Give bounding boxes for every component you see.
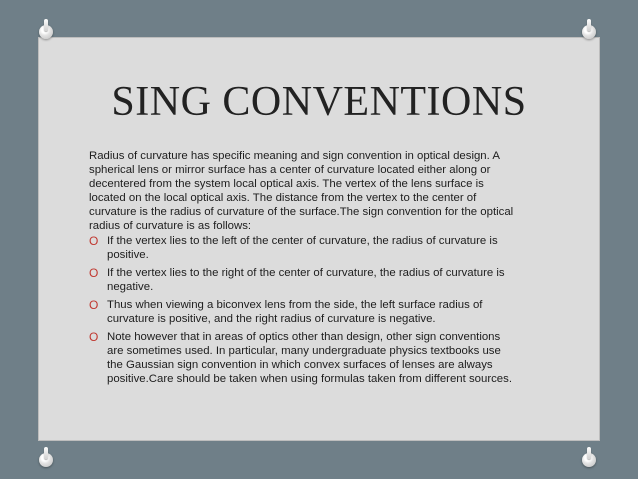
bullet-text: If the vertex lies to the right of the center of curvature, the radius of curvature is negative. bbox=[107, 267, 505, 294]
bullet-text: Thus when viewing a biconvex lens from the side, the left surface radius of curvature is positive, and the right radius of curvature is negative. bbox=[107, 299, 483, 325]
list-item bbox=[89, 267, 519, 295]
pushpin-icon bbox=[582, 19, 596, 41]
slide-title: SING CONVENTIONS bbox=[111, 79, 527, 125]
pushpin-icon bbox=[582, 447, 596, 469]
bullet-marker-icon: O bbox=[89, 329, 99, 344]
pushpin-icon bbox=[39, 19, 53, 41]
bullet-text: If the vertex lies to the left of the center of curvature, the radius of curvature is positive. bbox=[107, 235, 498, 262]
bullet-marker-icon: O bbox=[89, 234, 99, 249]
bullet-marker-icon: O bbox=[89, 298, 99, 313]
bullet-marker-icon: O bbox=[89, 266, 99, 281]
pushpin-icon bbox=[39, 447, 53, 469]
list-item bbox=[89, 299, 519, 327]
bullet-text: Note however that in areas of optics other than design, other sign conventions are sometimes used. In particular, many undergraduate physics textbooks use the Gaussian sign convention in which convex surfaces of lenses are always positive.Care should be taken when using formulas taken from different sources. bbox=[107, 330, 513, 385]
list-item bbox=[89, 235, 519, 263]
bullet-list bbox=[89, 235, 519, 386]
slide-body bbox=[89, 150, 519, 391]
list-item bbox=[89, 331, 519, 387]
intro-paragraph: Radius of curvature has specific meaning and sign convention in optical design. A spherical lens or mirror surface has a center of curvature located either along or decentered from the system local optical axis. The vertex of the lens surface is located on the local optical axis. The distance from the vertex to the center of curvature is the radius of curvature of the surface.The sign convention for the optical radius of curvature is as follows: bbox=[89, 150, 514, 232]
